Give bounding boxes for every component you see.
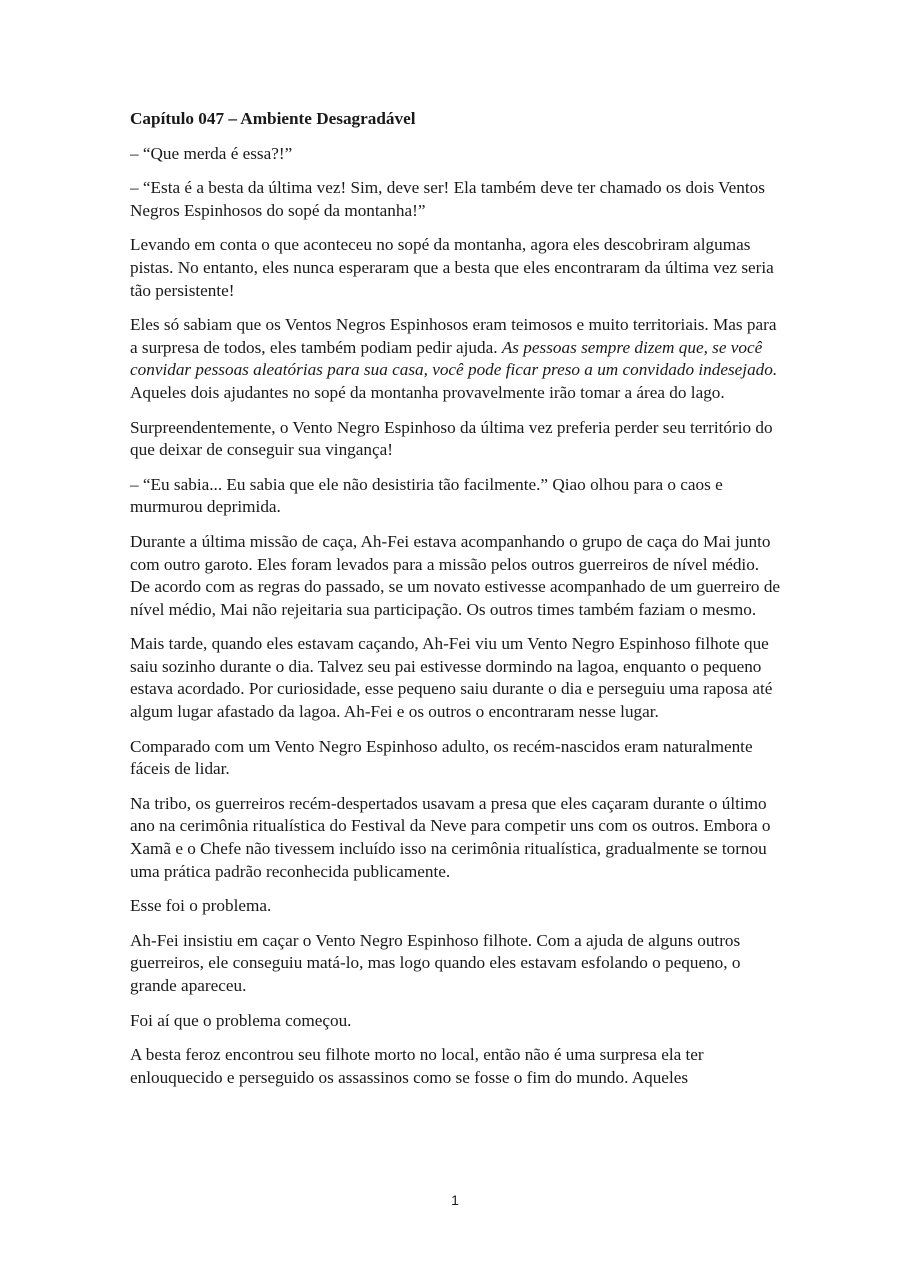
paragraph-text: Aqueles dois ajudantes no sopé da montanha provavelmente irão tomar a área do lago. bbox=[130, 382, 725, 402]
paragraph: – “Que merda é essa?!” bbox=[130, 143, 293, 163]
chapter-title: Capítulo 047 – Ambiente Desagradável bbox=[130, 109, 416, 128]
paragraph-with-italic bbox=[130, 314, 782, 404]
page-number: 1 bbox=[451, 1192, 459, 1208]
paragraph: Levando em conta o que aconteceu no sopé da montanha, agora eles descobriram algumas pistas. No entanto, eles nunca esperaram que a besta que eles encontraram da última vez seria tão persistente! bbox=[130, 235, 774, 300]
paragraph: – “Eu sabia... Eu sabia que ele não desistiria tão facilmente.” Qiao olhou para o caos e murmurou deprimida. bbox=[130, 474, 723, 517]
paragraph: Esse foi o problema. bbox=[130, 896, 272, 916]
paragraph: A besta feroz encontrou seu filhote morto no local, então não é uma surpresa ela ter enlouquecido e perseguido os assassinos como se fosse o fim do mundo. Aqueles bbox=[130, 1045, 704, 1087]
paragraph: Comparado com um Vento Negro Espinhoso adulto, os recém-nascidos eram naturalmente fáceis de lidar. bbox=[130, 736, 753, 779]
paragraph: Surpreendentemente, o Vento Negro Espinhoso da última vez preferia perder seu território do que deixar de conseguir sua vingança! bbox=[130, 417, 773, 460]
paragraph: Mais tarde, quando eles estavam caçando, Ah-Fei viu um Vento Negro Espinhoso filhote que saiu sozinho durante o dia. Talvez seu pai estivesse dormindo na lagoa, enquanto o pequeno estava acordado. Por curiosidade, esse pequeno saiu durante o dia e perseguiu uma raposa até algum lugar afastado da lagoa. Ah-Fei e os outros o encontraram nesse lugar. bbox=[130, 634, 773, 722]
paragraph: Na tribo, os guerreiros recém-despertados usavam a presa que eles caçaram durante o último ano na cerimônia ritualística do Festival da Neve para competir uns com os outros. Embora o Xamã e o Chefe não tivessem incluído isso na cerimônia ritualística, gradualmente se tornou uma prática padrão reconhecida publicamente. bbox=[130, 793, 771, 881]
paragraph: Durante a última missão de caça, Ah-Fei estava acompanhando o grupo de caça do Mai junto com outro garoto. Eles foram levados para a missão pelos outros guerreiros de nível médio. De acordo com as regras do passado, se um novato estivesse acompanhado de um guerreiro de nível médio, Mai não rejeitaria sua participação. Os outros times também faziam o mesmo. bbox=[130, 531, 781, 619]
paragraph: – “Esta é a besta da última vez! Sim, deve ser! Ela também deve ter chamado os dois Ventos Negros Espinhosos do sopé da montanha!” bbox=[130, 178, 765, 220]
paragraph: Ah-Fei insistiu em caçar o Vento Negro Espinhoso filhote. Com a ajuda de alguns outros guerreiros, ele conseguiu matá-lo, mas logo quando eles estavam esfolando o pequeno, o grande apareceu. bbox=[130, 930, 741, 995]
paragraph-italic-text: As pessoas sempre dizem que, se você convidar pessoas aleatórias para sua casa, você pode ficar preso a um convidado indesejado. bbox=[130, 337, 778, 380]
paragraph-text: Eles só sabiam que os Ventos Negros Espinhosos eram teimosos e muito territoriais. Mas para a surpresa de todos, eles também podiam pedir ajuda. bbox=[130, 315, 777, 357]
document-page bbox=[130, 108, 782, 1101]
paragraph: Foi aí que o problema começou. bbox=[130, 1010, 352, 1030]
